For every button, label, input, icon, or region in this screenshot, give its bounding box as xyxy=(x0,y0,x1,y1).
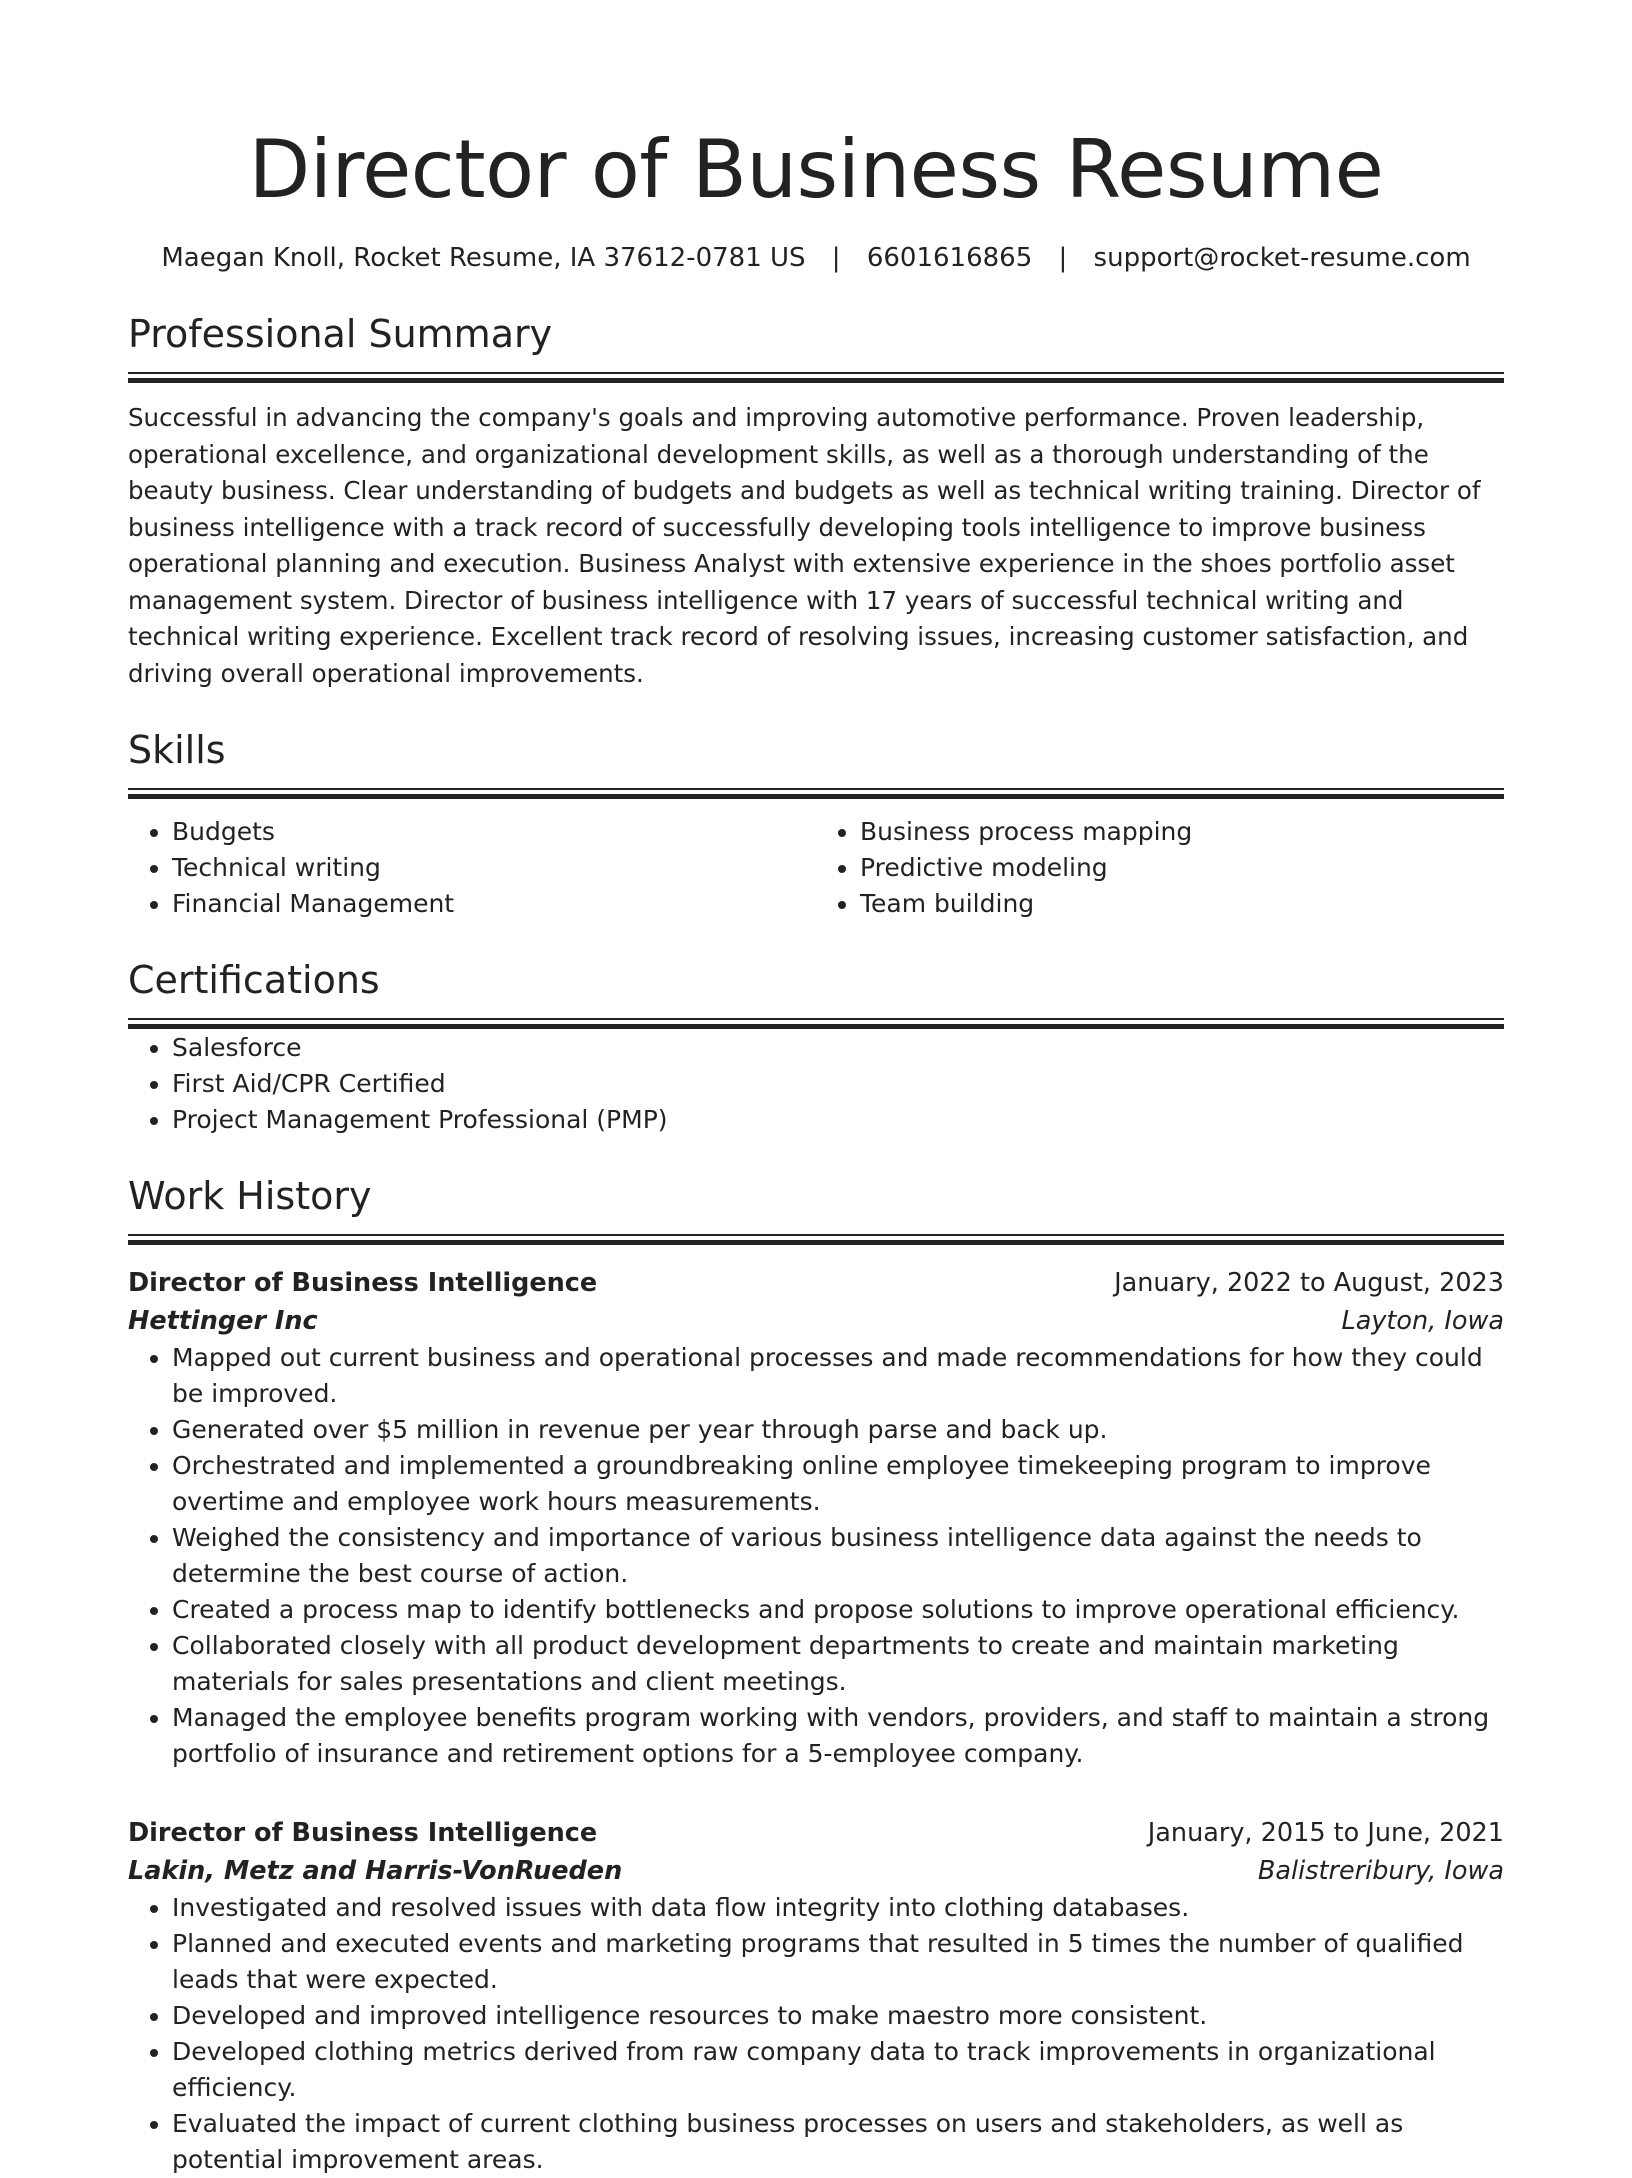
section-divider xyxy=(128,372,1504,384)
job-title: Director of Business Intelligence xyxy=(128,1268,598,1298)
job-bullet: • Mapped out current business and operational processes and made recommendations for how they could be improved. xyxy=(172,1340,1504,1412)
skill-item: • Team building xyxy=(860,886,1504,922)
job-bullet: • Managed the employee benefits program working with vendors, providers, and staff to maintain a strong portfolio of insurance and retirement options for a 5-employee company. xyxy=(172,1700,1504,1772)
contact-line xyxy=(128,240,1504,276)
job-bullet: • Evaluated the impact of current clothing business processes on users and stakeholders, as well as potential improvement areas. xyxy=(172,2106,1504,2178)
summary-text: Successful in advancing the company's goals and improving automotive performance. Proven leadership, operational excellence, and organizational development skills, as well as a thorough understanding of the beauty business. Clear understanding of budgets and budgets as well as technical writing training. Director of business intelligence with a track record of successfully developing tools intelligence to improve business operational planning and execution. Business Analyst with extensive experience in the shoes portfolio asset management system. Director of business intelligence with 17 years of successful technical writing and technical writing experience. Excellent track record of resolving issues, increasing customer satisfaction, and driving overall operational improvements. xyxy=(128,403,1481,688)
section-divider xyxy=(128,788,1504,800)
job-bullet: • Generated over $5 million in revenue per year through parse and back up. xyxy=(172,1412,1504,1448)
certifications-list xyxy=(128,1030,1504,1138)
section-heading: Skills xyxy=(128,728,226,772)
skill-item: • Financial Management xyxy=(172,886,816,922)
job-company-row xyxy=(128,1302,1504,1340)
job-entry xyxy=(128,1264,1504,1772)
skill-item: • Technical writing xyxy=(172,850,816,886)
job-title: Director of Business Intelligence xyxy=(128,1818,598,1848)
job-company: Hettinger Inc xyxy=(128,1306,318,1336)
job-bullet: • Created a process map to identify bottlenecks and propose solutions to improve operational efficiency. xyxy=(172,1592,1504,1628)
skills-list-right xyxy=(816,814,1504,922)
section-heading: Work History xyxy=(128,1174,372,1218)
job-bullet: • Planned and executed events and marketing programs that resulted in 5 times the number of qualified leads that were expected. xyxy=(172,1926,1504,1998)
job-dates: January, 2015 to June, 2021 xyxy=(1147,1818,1504,1848)
job-bullet: • Developed and improved intelligence resources to make maestro more consistent. xyxy=(172,1998,1504,2034)
skill-item: • Business process mapping xyxy=(860,814,1504,850)
professional-summary-section xyxy=(128,310,1504,692)
job-location: Balistreribury, Iowa xyxy=(1257,1856,1504,1886)
contact-separator: | xyxy=(831,243,841,273)
job-location: Layton, Iowa xyxy=(1341,1306,1504,1336)
certification-item: • Project Management Professional (PMP) xyxy=(172,1102,1504,1138)
job-bullet: • Collaborated closely with all product development departments to create and maintain marketing materials for sales presentations and client meetings. xyxy=(172,1628,1504,1700)
job-dates: January, 2022 to August, 2023 xyxy=(1114,1268,1504,1298)
job-bullet-list xyxy=(128,1340,1504,1772)
job-bullet: • Investigated and resolved issues with data flow integrity into clothing databases. xyxy=(172,1890,1504,1926)
resume-title: Director of Business Resume xyxy=(248,123,1384,216)
certification-item: • Salesforce xyxy=(172,1030,1504,1066)
contact-separator: | xyxy=(1058,243,1068,273)
contact-email[interactable]: support@rocket-resume.com xyxy=(1093,243,1471,273)
job-company-row xyxy=(128,1852,1504,1890)
skill-item: • Budgets xyxy=(172,814,816,850)
section-divider xyxy=(128,1234,1504,1246)
skills-section xyxy=(128,726,1504,922)
job-bullet-list xyxy=(128,1890,1504,2178)
job-bullet: • Developed clothing metrics derived from raw company data to track improvements in organizational efficiency. xyxy=(172,2034,1504,2106)
contact-address: Maegan Knoll, Rocket Resume, IA 37612-0781 US xyxy=(161,243,806,273)
skills-grid xyxy=(128,814,1504,922)
section-divider xyxy=(128,1018,1504,1030)
skills-list-left xyxy=(128,814,816,922)
certifications-section xyxy=(128,956,1504,1138)
job-header-row xyxy=(128,1814,1504,1852)
contact-phone: 6601616865 xyxy=(866,243,1033,273)
job-entry xyxy=(128,1814,1504,2178)
job-bullet: • Weighed the consistency and importance of various business intelligence data against the needs to determine the best course of action. xyxy=(172,1520,1504,1592)
work-history-section xyxy=(128,1172,1504,2178)
section-heading: Professional Summary xyxy=(128,312,553,356)
section-heading: Certifications xyxy=(128,958,380,1002)
job-header-row xyxy=(128,1264,1504,1302)
job-bullet: • Orchestrated and implemented a groundbreaking online employee timekeeping program to improve overtime and employee work hours measurements. xyxy=(172,1448,1504,1520)
skill-item: • Predictive modeling xyxy=(860,850,1504,886)
certification-item: • First Aid/CPR Certified xyxy=(172,1066,1504,1102)
job-company: Lakin, Metz and Harris-VonRueden xyxy=(128,1856,623,1886)
